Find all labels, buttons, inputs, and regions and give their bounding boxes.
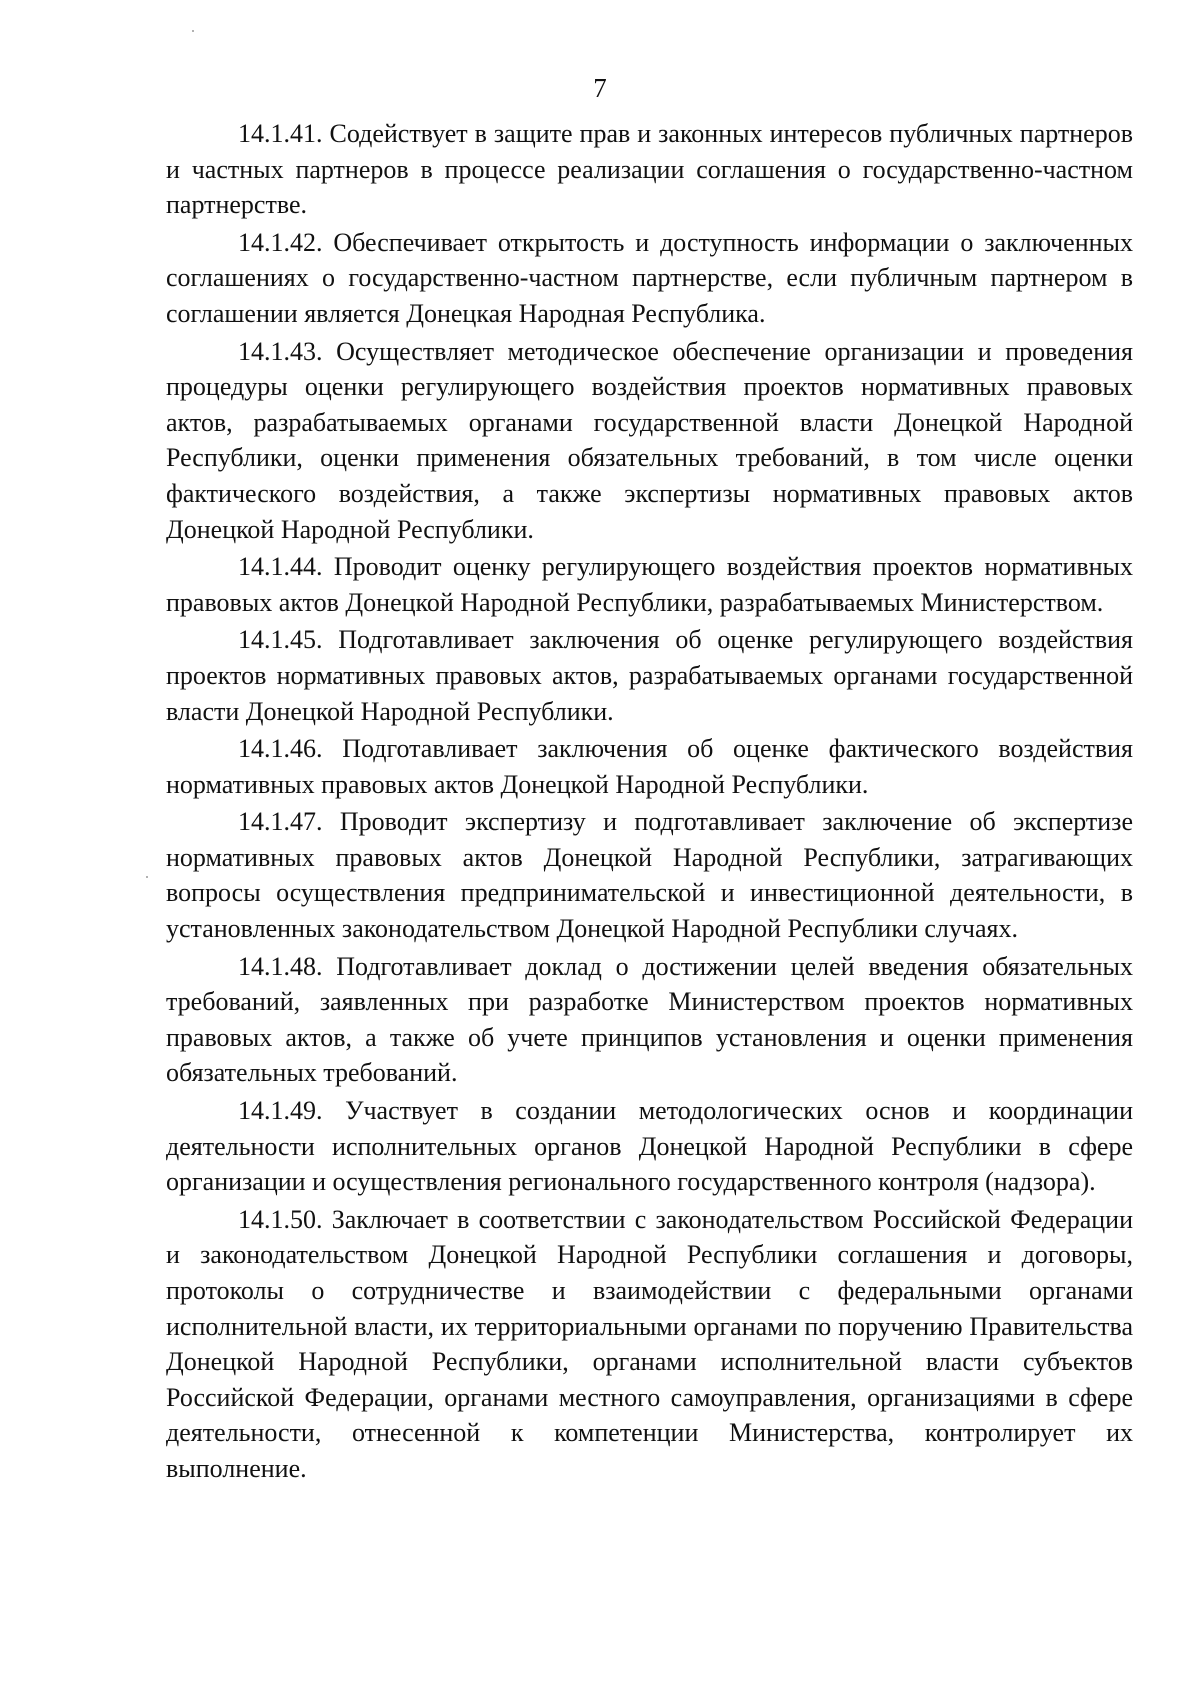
paragraph-number: 14.1.48. [238, 951, 323, 981]
paragraph-number: 14.1.45. [238, 625, 323, 655]
scan-speck [192, 30, 194, 32]
paragraph-number: 14.1.50. [238, 1204, 323, 1234]
paragraph-text: Обеспечивает открытость и доступность информации о заключенных соглашениях о государственно-частном партнерстве, если публичным партнером в соглашении является Донецкая Народная Республика. [166, 227, 1134, 328]
paragraph-number: 14.1.49. [238, 1096, 323, 1126]
paragraph-14-1-47 [166, 804, 1133, 946]
paragraph-text: Подготавливает заключения об оценке фактического воздействия нормативных правовых актов Донецкой Народной Республики. [166, 734, 1134, 799]
paragraph-14-1-46 [166, 731, 1133, 802]
paragraph-text: Осуществляет методическое обеспечение организации и проведения процедуры оценки регулирующего воздействия проектов нормативных правовых актов, разрабатываемых органами государственной власти Донецкой Народной Республики, оценки применения обязательных требований, в том числе оценки фактического воздействия, а также экспертизы нормативных правовых актов Донецкой Народной Республики. [166, 336, 1133, 544]
scan-speck [146, 876, 148, 878]
paragraph-14-1-45 [166, 622, 1133, 729]
paragraph-text: Проводит экспертизу и подготавливает заключение об экспертизе нормативных правовых актов Донецкой Народной Республики, затрагивающих вопросы осуществления предпринимательской и инвестиционной деятельности, в установленных законодательством Донецкой Народной Республики случаях. [166, 807, 1133, 944]
paragraph-text: Подготавливает доклад о достижении целей введения обязательных требований, заявленных при разработке Министерством проектов нормативных правовых актов, а также об учете принципов установления и оценки применения обязательных требований. [166, 951, 1133, 1088]
paragraph-14-1-50 [166, 1202, 1133, 1487]
document-body [166, 116, 1133, 1489]
paragraph-number: 14.1.41. [238, 119, 323, 148]
paragraph-14-1-42 [166, 225, 1133, 332]
paragraph-number: 14.1.42. [238, 227, 323, 257]
paragraph-text: Участвует в создании методологических основ и координации деятельности исполнительных органов Донецкой Народной Республики в сфере организации и осуществления регионального государственного контроля (надзора). [166, 1096, 1134, 1197]
paragraph-number: 14.1.47. [238, 807, 323, 837]
paragraph-number: 14.1.43. [238, 336, 323, 366]
paragraph-number: 14.1.46. [238, 734, 323, 764]
paragraph-text: Подготавливает заключения об оценке регулирующего воздействия проектов нормативных правовых актов, разрабатываемых органами государственной власти Донецкой Народной Республики. [166, 625, 1134, 726]
page-number: 7 [593, 73, 607, 103]
paragraph-14-1-49 [166, 1093, 1133, 1200]
paragraph-number: 14.1.44. [238, 552, 323, 582]
paragraph-text: Заключает в соответствии с законодательством Российской Федерации и законодательством Донецкой Народной Республики соглашения и договоры, протоколы о сотрудничестве и взаимодействии с федеральными органами исполнительной власти, их территориальными органами по поручению Правительства Донецкой Народной Республики, органами исполнительной власти субъектов Российской Федерации, органами местного самоуправления, организациями в сфере деятельности, отнесенной к компетенции Министерства, контролирует их выполнение. [166, 1204, 1133, 1483]
paragraph-14-1-41 [166, 116, 1133, 223]
paragraph-text: Проводит оценку регулирующего воздействия проектов нормативных правовых актов Донецкой Народной Республики, разрабатываемых Министерством. [166, 552, 1133, 617]
paragraph-14-1-44 [166, 549, 1133, 620]
paragraph-14-1-48 [166, 949, 1133, 1091]
paragraph-14-1-43 [166, 334, 1133, 548]
paragraph-text: Содействует в защите прав и законных интересов публичных партнеров и частных партнеров в процессе реализации соглашения о государственно-частном партнерстве. [166, 119, 1133, 220]
